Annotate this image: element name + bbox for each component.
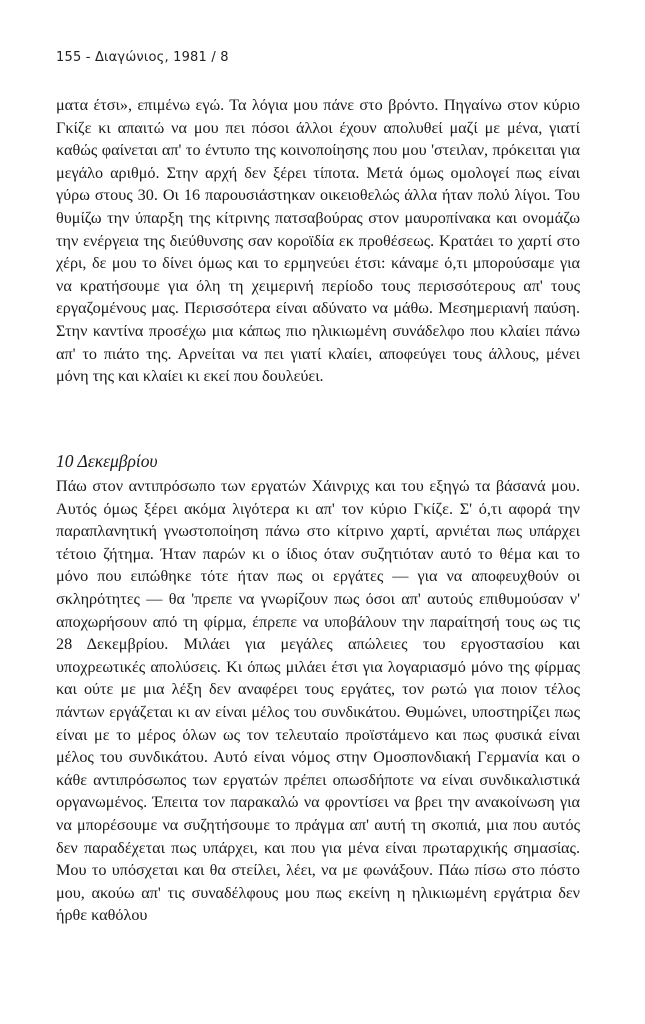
body-text-block-1 xyxy=(56,94,580,388)
body-text-block-2 xyxy=(56,475,580,927)
paragraph-1: ματα έτσι», επιμένω εγώ. Τα λόγια μου πάνε στο βρόντο. Πηγαίνω στον κύριο Γκίζε κι απαιτώ να μου πει πόσοι άλλοι έχουν απολυθεί μαζί με μένα, γιατί καθώς φαίνεται απ' το έντυπο της κοινοποίησης που μου 'στειλαν, πρόκειται για μεγάλο αριθμό. Στην αρχή δεν ξέρει τίποτα. Μετά όμως ομολογεί πως είναι γύρω στους 30. Οι 16 παρουσιάστηκαν οικειοθελώς άλλα ήταν πολύ λίγοι. Του θυμίζω την ύπαρξη της κίτρινης πατσαβούρας στον μαυροπίνακα και ονομάζω την ενέργεια της διεύθυνσης σαν κοροϊδία εκ προθέσεως. Κρατάει το χαρτί στο χέρι, δε μου το δίνει όμως και το ερμηνεύει έτσι: κάναμε ό,τι μπορούσαμε για να κρατήσουμε για όλη τη χειμερινή περίοδο τους περισσότερους απ' τους εργαζομένους μας. Περισσότερα είναι αδύνατο να μάθω. Μεσημεριανή παύση. Στην καντίνα προσέχω μια κάπως πιο ηλικιωμένη συνάδελφο που κλαίει πάνω απ' το πιάτο της. Αρνείται να πει γιατί κλαίει, αποφεύγει τους άλλους, μένει μόνη της και κλαίει κι εκεί που δουλεύει. xyxy=(56,96,580,386)
section-heading-date: 10 Δεκεμβρίου xyxy=(56,451,158,471)
paragraph-2: Πάω στον αντιπρόσωπο των εργατών Χάινριχς και του εξηγώ τα βάσανά μου. Αυτός όμως ξέρει ακόμα λιγότερα κι απ' τον κύριο Γκίζε. Σ' ό,τι αφορά την παραπλανητική γνωστοποίηση πάνω στο κίτρινο χαρτί, αρνιέται πως υπάρχει τέτοιο ζήτημα. Ήταν παρών κι ο ίδιος όταν συζητιόταν αυτό το θέμα και το μόνο που ειπώθηκε τότε ήταν πως οι εργάτες — για να αποφευχθούν οι σκληρότητες — θα 'πρεπε να γνωρίζουν πως όσοι απ' αυτούς επιθυμούσαν ν' αποχωρήσουν από τη φίρμα, έπρεπε να υποβάλουν την παραίτησή τους ως τις 28 Δεκεμβρίου. Μιλάει για μεγάλες απώλειες του εργοστασίου και υποχρεωτικές απολύσεις. Κι όπως μιλάει έτσι για λογαριασμό μόνο της φίρμας και ούτε με μια λέξη δεν αναφέρει τους εργάτες, τον ρωτώ για ποιον τέλος πάντων εργάζεται κι αν είναι μέλος του συνδικάτου. Θυμώνει, υποστηρίζει πως είναι με το μέρος όλων ως τον τελευταίο προϊστάμενο και πως φυσικά είναι μέλος του συνδικάτου. Αυτό είναι νόμος στην Ομοσπονδιακή Γερμανία και ο κάθε αντιπρόσωπος των εργατών πρέπει οπωσδήποτε να είναι συνδικαλιστικά οργανωμένος. Έπειτα τον παρακαλώ να φροντίσει να βρει την ανακοίνωση για να μπορέσουμε να συζητήσουμε το πράγμα απ' αυτή τη σκοπιά, μια που αυτός δεν παραδέχεται πως υπάρχει, και που για μένα είναι πρωταρχικής σημασίας. Μου το υπόσχεται και θα στείλει, λέει, να με φωνάξουν. Πάω πίσω στο πόστο μου, ακούω απ' τις συναδέλφους μου πως εκείνη η ηλικιωμένη εργάτρια δεν ήρθε καθόλου xyxy=(56,477,580,925)
running-head: 155 - Διαγώνιος, 1981 / 8 xyxy=(56,50,229,65)
